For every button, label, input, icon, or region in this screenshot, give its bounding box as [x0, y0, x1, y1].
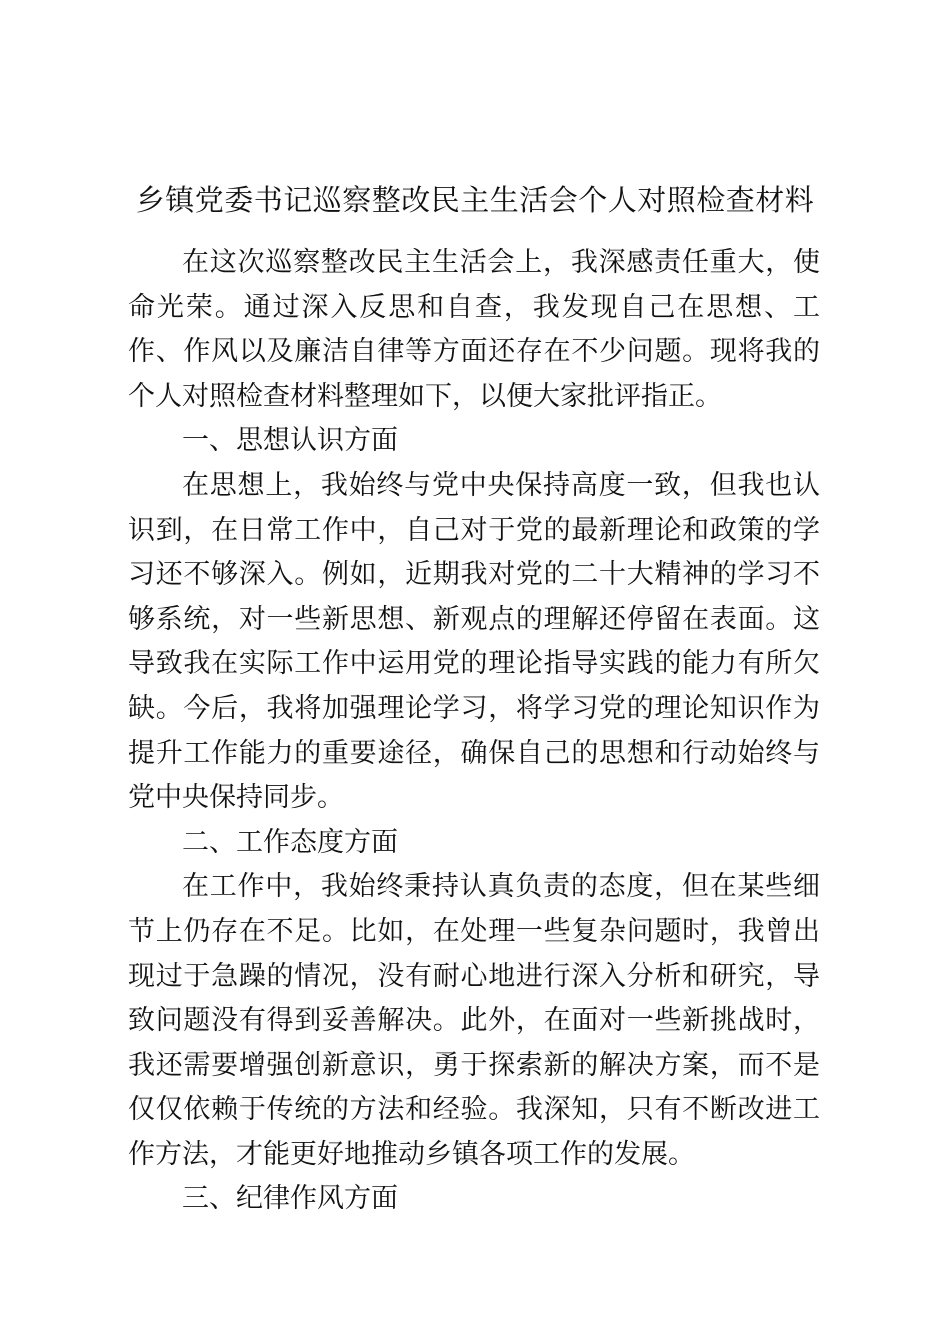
section-paragraph-2: 在工作中，我始终秉持认真负责的态度，但在某些细节上仍存在不足。比如，在处理一些复杂问题时，我曾出现过于急躁的情况，没有耐心地进行深入分析和研究，导致问题没有得到妥善解决。此外，在面对一些新挑战时，我还需要增强创新意识，勇于探索新的解决方案，而不是仅仅依赖于传统的方法和经验。我深知，只有不断改进工作方法，才能更好地推动乡镇各项工作的发展。: [128, 871, 820, 1170]
section-heading-2: 二、工作态度方面: [182, 826, 398, 858]
document-body: [128, 241, 820, 1222]
section-heading-1: 一、思想认识方面: [182, 425, 398, 457]
intro-paragraph: 在这次巡察整改民主生活会上，我深感责任重大，使命光荣。通过深入反思和自查，我发现自己在思想、工作、作风以及廉洁自律等方面还存在不少问题。现将我的个人对照检查材料整理如下，以便大家批评指正。: [128, 247, 820, 412]
document-title: 乡镇党委书记巡察整改民主生活会个人对照检查材料: [135, 183, 815, 217]
section-paragraph-1: 在思想上，我始终与党中央保持高度一致，但我也认识到，在日常工作中，自己对于党的最新理论和政策的学习还不够深入。例如，近期我对党的二十大精神的学习不够系统，对一些新思想、新观点的理解还停留在表面。这导致我在实际工作中运用党的理论指导实践的能力有所欠缺。今后，我将加强理论学习，将学习党的理论知识作为提升工作能力的重要途径，确保自己的思想和行动始终与党中央保持同步。: [128, 469, 820, 814]
section-heading-3: 三、纪律作风方面: [182, 1183, 398, 1215]
